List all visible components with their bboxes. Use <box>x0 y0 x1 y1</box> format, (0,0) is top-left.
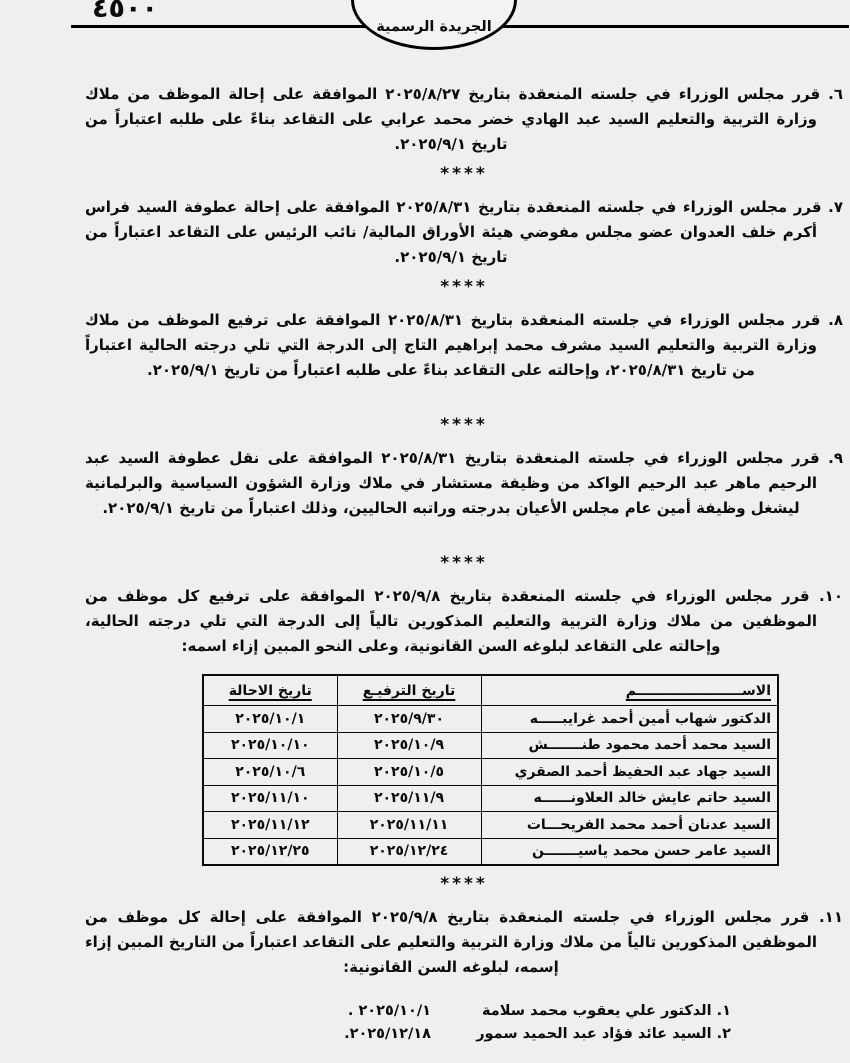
employee-name: الدكتور شهاب أمين أحمد غرايبـــــه <box>481 706 778 733</box>
table-row <box>203 838 778 865</box>
promotion-date: ٢٠٢٥/١١/١١ <box>337 812 481 839</box>
decree-8-text: قرر مجلس الوزراء في جلسته المنعقدة بتاريخ ٢٠٢٥/٨/٣١ الموافقة على ترفيع الموظف من ملاك وزارة التربية والتعليم السيد مشرف محمد إبراهيم التاج إلى الدرجة التي تلي درجته الحالية اعتباراً من تاريخ ٢٠٢٥/٨/٣١، وإحالته على التقاعد بناءً على طلبه اعتباراً من تاريخ ٢٠٢٥/٩/١. <box>85 311 821 379</box>
decree-6-text: قرر مجلس الوزراء في جلسته المنعقدة بتاريخ ٢٠٢٥/٨/٢٧ الموافقة على إحالة الموظف من ملاك وزارة التربية والتعليم السيد عبد الهادي خضر محمد عرابي على التقاعد بناءً على طلبه اعتباراً من تاريخ ٢٠٢٥/٩/١. <box>85 85 821 153</box>
employee-name: السيد عامر حسن محمد ياسيـــــــن <box>481 838 778 865</box>
retiree-name: ١. الدكتور علي يعقوب محمد سلامة <box>482 1003 731 1019</box>
decree-10-number: ١٠. <box>818 587 843 605</box>
decree-7-text: قرر مجلس الوزراء في جلسته المنعقدة بتاريخ ٢٠٢٥/٨/٣١ الموافقة على إحالة عطوفة السيد فراس أكرم خلف العدوان عضو مجلس مفوضي هيئة الأوراق المالية/ نائب الرئيس على التقاعد اعتباراً من تاريخ ٢٠٢٥/٩/١. <box>85 198 822 266</box>
table-row <box>203 706 778 733</box>
decree-11 <box>85 905 843 980</box>
column-header-promotion-date: تاريخ الترفيـع <box>337 675 481 706</box>
gazette-title: الجريدة الرسمية <box>376 19 492 35</box>
table-row <box>203 759 778 786</box>
referral-date: ٢٠٢٥/١٠/١ <box>203 706 337 733</box>
promotion-date: ٢٠٢٥/١٢/٢٤ <box>337 838 481 865</box>
promotion-date: ٢٠٢٥/١١/٩ <box>337 785 481 812</box>
table-header-row <box>203 675 778 706</box>
referral-date: ٢٠٢٥/١٢/٢٥ <box>203 838 337 865</box>
retirement-date: ٢٠٢٥/١٢/١٨. <box>344 1026 431 1042</box>
decree-7 <box>85 195 843 270</box>
decree-11-text: قرر مجلس الوزراء في جلسته المنعقدة بتاريخ ٢٠٢٥/٩/٨ الموافقة على إحالة كل موظف من الموظفين المذكورين تالياً من ملاك وزارة التربية والتعليم على التقاعد اعتباراً من التاريخ المبين إزاء إسمه، لبلوغه السن القانونية: <box>85 908 817 976</box>
employee-name: السيد محمد أحمد محمود طنـــــــش <box>481 732 778 759</box>
decree-6-number: ٦. <box>828 85 843 103</box>
gazette-header-ellipse <box>351 0 517 50</box>
retiree-name: ٢. السيد عائد فؤاد عبد الحميد سمور <box>476 1026 731 1042</box>
table-row <box>203 785 778 812</box>
column-header-name: الاســــــــــــــــــــــم <box>481 675 778 706</box>
table-row <box>203 732 778 759</box>
separator-stars: **** <box>440 553 488 573</box>
retirement-date: ٢٠٢٥/١٠/١ . <box>347 1003 431 1019</box>
separator-stars: **** <box>440 164 488 184</box>
list-item <box>85 1023 731 1046</box>
decree-8 <box>85 308 843 408</box>
decree-6 <box>85 82 843 157</box>
referral-date: ٢٠٢٥/١١/١٢ <box>203 812 337 839</box>
employee-name: السيد عدنان أحمد محمد الفريحـــات <box>481 812 778 839</box>
decrees-content <box>85 72 843 1046</box>
referral-date: ٢٠٢٥/١٠/١٠ <box>203 732 337 759</box>
decree-9 <box>85 446 843 546</box>
decree-10 <box>85 584 843 659</box>
employee-name: السيد جهاد عبد الحفيظ أحمد الصقري <box>481 759 778 786</box>
promotion-date: ٢٠٢٥/١٠/٩ <box>337 732 481 759</box>
retirement-list <box>85 1000 843 1046</box>
decree-10-text: قرر مجلس الوزراء في جلسته المنعقدة بتاريخ ٢٠٢٥/٩/٨ الموافقة على ترفيع كل موظف من الموظفين من ملاك وزارة التربية والتعليم المذكورين تالياً إلى الدرجة التي تلي درجته الحالية، وإحالته على التقاعد لبلوغه السن القانونية، وعلى النحو المبين إزاء اسمه: <box>85 587 817 655</box>
promotions-table <box>202 674 779 866</box>
table-row <box>203 812 778 839</box>
referral-date: ٢٠٢٥/١١/١٠ <box>203 785 337 812</box>
separator-stars: **** <box>440 874 488 894</box>
column-header-referral-date: تاريخ الاحالة <box>203 675 337 706</box>
decree-8-number: ٨. <box>828 311 843 329</box>
decree-7-number: ٧. <box>828 198 843 216</box>
decree-11-number: ١١. <box>818 908 843 926</box>
referral-date: ٢٠٢٥/١٠/٦ <box>203 759 337 786</box>
separator-stars: **** <box>440 277 488 297</box>
decree-9-text: قرر مجلس الوزراء في جلسته المنعقدة بتاريخ ٢٠٢٥/٨/٣١ الموافقة على نقل عطوفة السيد عبد الرحيم ماهر عبد الرحيم الواكد من وظيفة مستشار في ملاك وزارة الشؤون السياسية والبرلمانية ليشغل وظيفة أمين عام مجلس الأعيان بدرجته وراتبه الحاليين، وذلك اعتباراً من تاريخ ٢٠٢٥/٩/١. <box>85 449 820 517</box>
promotion-date: ٢٠٢٥/٩/٣٠ <box>337 706 481 733</box>
list-item <box>85 1000 731 1023</box>
separator-stars: **** <box>440 415 488 435</box>
promotion-date: ٢٠٢٥/١٠/٥ <box>337 759 481 786</box>
employee-name: السيد حاتم عايش خالد العلاونــــــه <box>481 785 778 812</box>
decree-9-number: ٩. <box>828 449 843 467</box>
page-number: ٤٥٠٠ <box>92 0 158 24</box>
